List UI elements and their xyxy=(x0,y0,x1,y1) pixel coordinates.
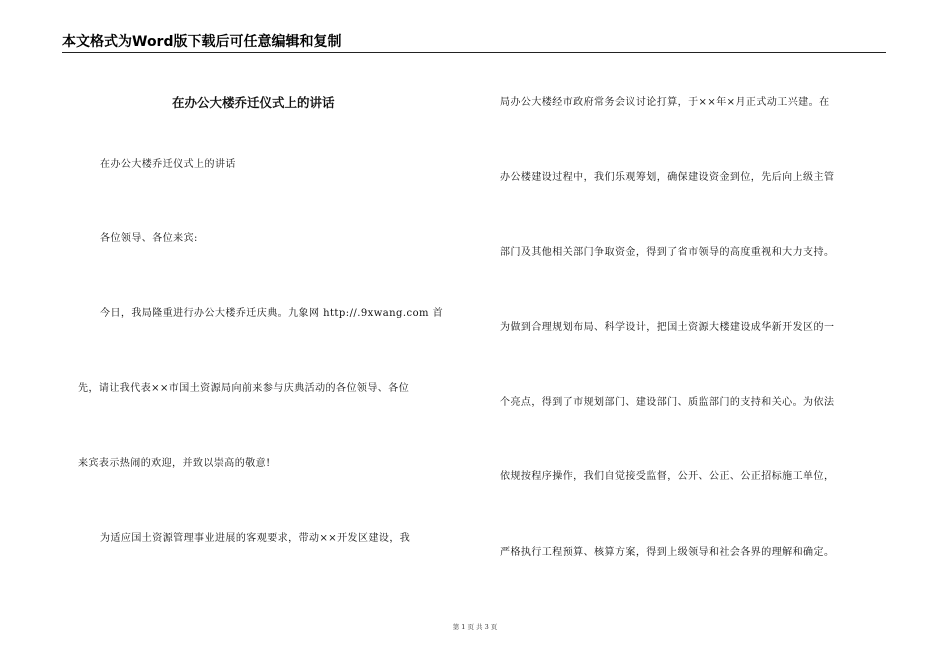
left-line-1: 在办公大楼乔迁仪式上的讲话 xyxy=(100,159,236,170)
document-title: 在办公大楼乔迁仪式上的讲话 xyxy=(172,95,335,110)
right-line-6: 依规按程序操作，我们自觉接受监督，公开、公正、公正招标施工单位， xyxy=(500,471,835,482)
right-line-2: 办公楼建设过程中，我们乐观筹划，确保建设资金到位，先后向上级主管 xyxy=(500,172,835,183)
header-text: 本文格式为Word版下载后可任意编辑和复制 xyxy=(62,34,342,50)
page-number: 第 1 页 共 3 页 xyxy=(452,623,498,631)
left-line-2: 各位领导、各位来宾: xyxy=(100,233,198,244)
right-line-3: 部门及其他相关部门争取资金，得到了省市领导的高度重视和大力支持。 xyxy=(500,247,835,258)
left-line-5: 来宾表示热闹的欢迎，并致以崇高的敬意! xyxy=(78,458,271,469)
right-line-7: 严格执行工程预算、核算方案，得到上级领导和社会各界的理解和确定。 xyxy=(500,547,835,558)
left-line-6: 为适应国土资源管理事业进展的客观要求，带动××开发区建设，我 xyxy=(100,533,411,544)
page-header xyxy=(62,30,886,53)
left-line-3: 今日，我局隆重进行办公大楼乔迁庆典。九象网 http://.9xwang.com 首 xyxy=(100,308,444,319)
right-line-4: 为做到合理规划布局、科学设计，把国土资源大楼建设成华新开发区的一 xyxy=(500,322,835,333)
right-line-5: 个亮点，得到了市规划部门、建设部门、质监部门的支持和关心。为依法 xyxy=(500,397,835,408)
left-line-4: 先，请让我代表××市国土资源局向前来参与庆典活动的各位领导、各位 xyxy=(78,383,410,394)
right-line-1: 局办公大楼经市政府常务会议讨论打算，于××年×月正式动工兴建。在 xyxy=(500,97,830,108)
